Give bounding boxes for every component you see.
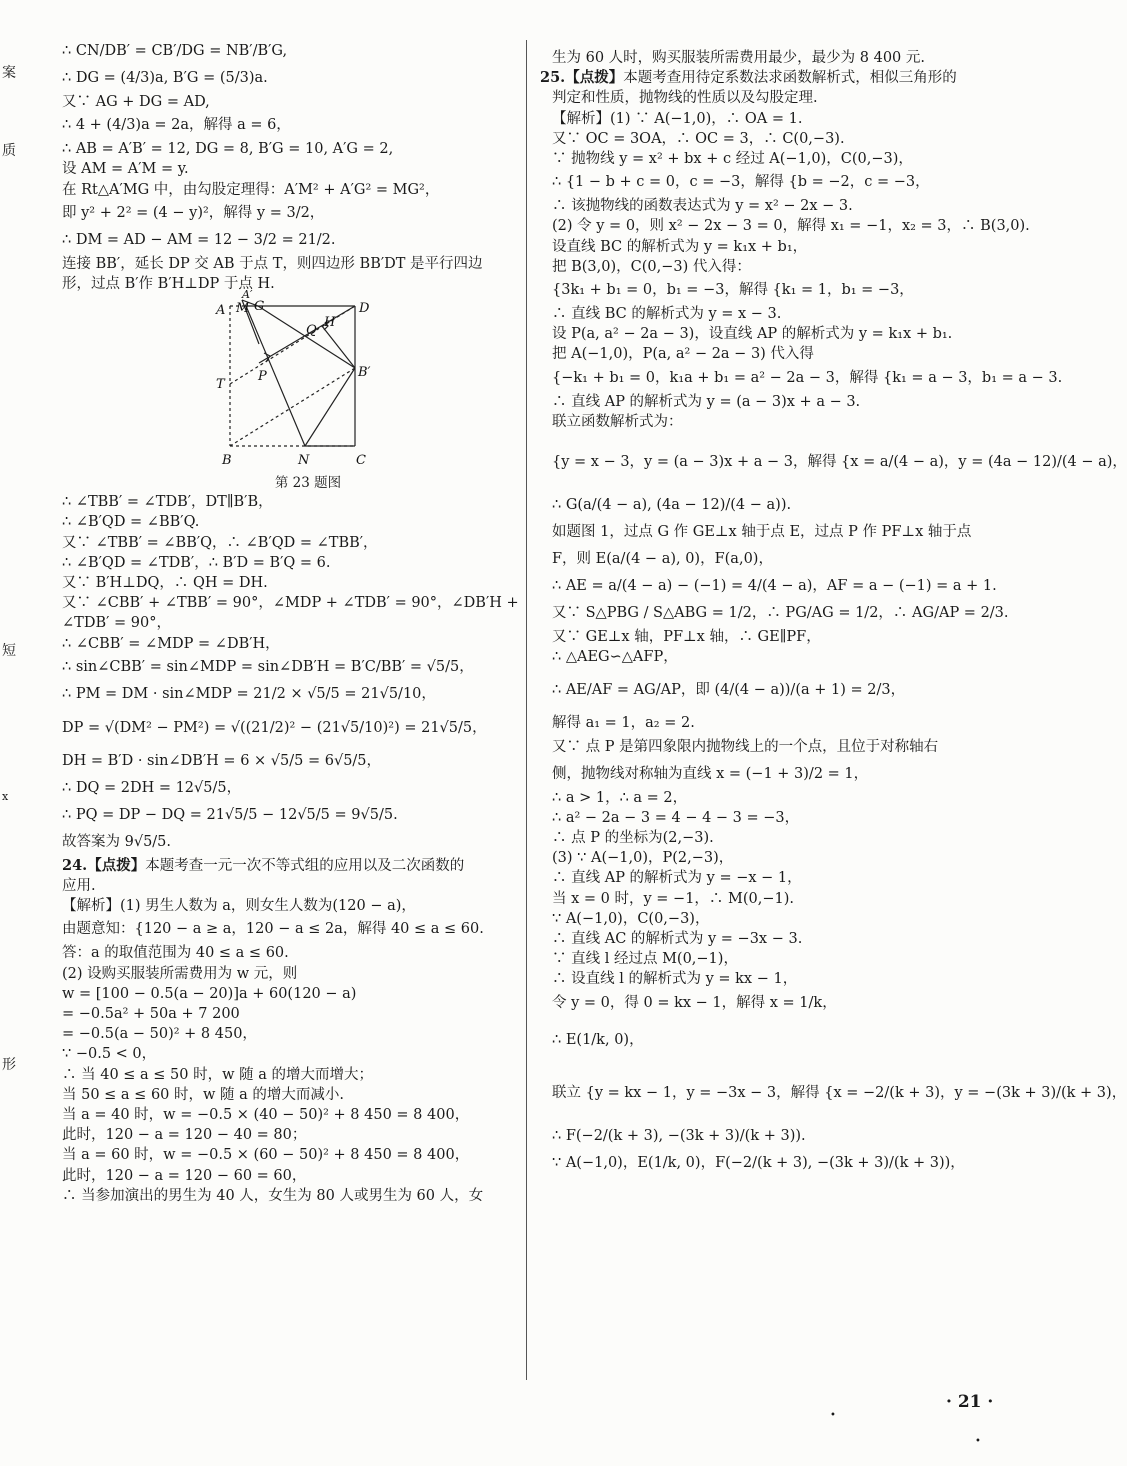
scan-speck: • [830,1410,836,1421]
solution-line: 设 AM = A′M = y. [62,161,189,178]
solution-line: 又∵ B′H⊥DQ，∴ QH = DH. [62,575,268,592]
label-G: G [254,299,265,315]
solution-line: ∴ ∠TBB′ = ∠TDB′，DT∥B′B， [62,494,273,511]
label-D: D [359,301,370,317]
solution-line: ∴ sin∠CBB′ = sin∠MDP = sin∠DB′H = B′C/BB′ = √5/5， [62,658,474,675]
solution-line: ∴ AB = A′B′ = 12, DG = 8, B′G = 10, A′G = 2, [62,141,394,158]
label-B-prime: B′ [358,365,371,381]
q25-line: ∴ 直线 AP 的解析式为 y = (a − 3)x + a − 3. [552,393,861,410]
label-C: C [356,453,366,469]
q24-line: 答：a 的取值范围为 40 ≤ a ≤ 60. [62,945,289,962]
q25-number: 25. [540,69,566,87]
label-Q: Q [306,323,317,339]
q25-line: 又∵ S△PBG / S△ABG = 1/2，∴ PG/AG = 1/2，∴ AG/AP = 2/3. [552,605,1009,622]
q25-line: {y = x − 3，y = (a − 3)x + a − 3，解得 {x = a/(4 − a)，y = (4a − 12)/(4 − a)， [552,454,1127,471]
q25-line: ∴ 设直线 l 的解析式为 y = kx − 1， [552,971,798,988]
q24-number: 24. [62,856,88,874]
solution-line: 形，过点 B′作 B′H⊥DP 于点 H. [62,276,275,293]
q25-line: ∴ a > 1，∴ a = 2， [552,789,688,806]
q24-line: = −0.5a² + 50a + 7 200 [62,1006,240,1023]
q24-line: 【解析】(1) 男生人数为 a，则女生人数为(120 − a)， [62,898,416,915]
label-B: B [222,453,232,469]
q25-line: F，则 E(a/(4 − a), 0)，F(a,0)， [552,551,773,568]
column-divider [526,40,527,1380]
solution-line: 又∵ ∠TBB′ = ∠BB′Q，∴ ∠B′QD = ∠TBB′， [62,534,378,551]
solution-line: ∴ DM = AD − AM = 12 − 3/2 = 21/2. [62,231,336,248]
q25-line: ∵ 直线 l 经过点 M(0,−1)， [552,951,738,968]
q25-line: 设直线 BC 的解析式为 y = k₁x + b₁， [552,238,808,255]
figure-caption: 第 23 题图 [274,475,342,492]
q25-line: 【解析】(1) ∵ A(−1,0)，∴ OA = 1. [552,110,803,127]
margin-char: 形 [2,1057,16,1073]
q25-heading [540,68,1010,88]
q25-line: ∴ 直线 BC 的解析式为 y = x − 3. [552,306,782,323]
q25-line: ∴ 直线 AC 的解析式为 y = −3x − 3. [552,931,803,948]
right-column [540,48,1127,1177]
q25-line: ∴ 点 P 的坐标为(2,−3). [552,830,714,847]
q24-line: 当 a = 40 时，w = −0.5 × (40 − 50)² + 8 450 = 8 400， [62,1107,470,1124]
q24-line: 此时，120 − a = 120 − 60 = 60， [62,1167,307,1184]
q25-line: 联立 {y = kx − 1，y = −3x − 3，解得 {x = −2/(k + 3)，y = −(3k + 3)/(k + 3)， [552,1084,1127,1101]
label-A: A [216,303,226,319]
q24-continued: 生为 60 人时，购买服装所需费用最少，最少为 8 400 元. [552,50,926,66]
solution-line: 故答案为 9√5/5. [62,833,172,850]
q25-line: ∴ 该抛物线的函数表达式为 y = x² − 2x − 3. [552,198,853,215]
q24-line: 当 a = 60 时，w = −0.5 × (60 − 50)² + 8 450 = 8 400， [62,1147,470,1164]
q24-intro-2: 应用. [62,878,96,895]
q24-line: w = [100 − 0.5(a − 20)]a + 60(120 − a) [62,985,357,1002]
page-number: · 21 · [946,1392,994,1412]
solution-line: 连接 BB′，延长 DP 交 AB 于点 T，则四边形 BB′DT 是平行四边 [62,255,483,272]
solution-line: ∠TDB′ = 90°， [62,615,171,632]
q25-line: ∵ 抛物线 y = x² + bx + c 经过 A(−1,0)，C(0,−3)， [552,151,913,168]
solution-line: 即 y² + 2² = (4 − y)²，解得 y = 3/2， [62,204,325,221]
q25-line: {3k₁ + b₁ = 0，b₁ = −3，解得 {k₁ = 1，b₁ = −3， [552,282,914,299]
label-M: M [236,301,250,317]
q25-line: 把 B(3,0)，C(0,−3) 代入得： [552,258,751,275]
solution-line: ∴ CN/DB′ = CB′/DG = NB′/B′G, [62,43,288,59]
q24-line: ∵ −0.5 < 0， [62,1046,157,1063]
scan-speck: • [975,1436,981,1447]
figure-23-svg [212,288,442,474]
solution-line: ∴ PM = DM · sin∠MDP = 21/2 × √5/5 = 21√5/10， [62,685,436,702]
q24-tag: 【点拨】 [87,856,146,874]
q25-line: {−k₁ + b₁ = 0，k₁a + b₁ = a² − 2a − 3，解得 {k₁ = a − 3，b₁ = a − 3. [552,369,1063,386]
q24-heading [62,856,514,876]
q24-line: 当 50 ≤ a ≤ 60 时，w 随 a 的增大而减小. [62,1086,344,1103]
solution-line: ∴ DG = (4/3)a, B′G = (5/3)a. [62,70,268,86]
margin-char: 短 [2,643,16,659]
q24-line: = −0.5(a − 50)² + 8 450， [62,1026,257,1043]
solution-line: DH = B′D · sin∠DB′H = 6 × √5/5 = 6√5/5， [62,752,382,769]
margin-char: 案 [2,65,16,81]
q25-line: 又∵ OC = 3OA，∴ OC = 3，∴ C(0,−3). [552,130,845,147]
q25-line: (2) 令 y = 0，则 x² − 2x − 3 = 0，解得 x₁ = −1，x₂ = 3，∴ B(3,0). [552,218,1030,235]
label-T: T [216,377,225,393]
solution-line: 在 Rt△A′MG 中，由勾股定理得：A′M² + A′G² = MG²， [62,181,440,198]
q25-line: 如题图 1，过点 G 作 GE⊥x 轴于点 E，过点 P 作 PF⊥x 轴于点 [552,524,972,541]
label-A-prime: A′ [242,288,253,302]
q25-intro: 本题考查用待定系数法求函数解析式，相似三角形的 [623,70,957,87]
q24-line: 由题意知：{120 − a ≥ a，120 − a ≤ 2a，解得 40 ≤ a ≤ 60. [62,921,484,938]
q25-line: ∵ A(−1,0)，E(1/k, 0)，F(−2/(k + 3), −(3k + 3)/(k + 3))， [552,1154,965,1171]
solution-line: ∴ PQ = DP − DQ = 21√5/5 − 12√5/5 = 9√5/5. [62,806,398,823]
q25-line: 又∵ GE⊥x 轴，PF⊥x 轴，∴ GE∥PF， [552,629,821,646]
q25-line: 令 y = 0，得 0 = kx − 1，解得 x = 1/k， [552,994,837,1011]
solution-line: 又∵ AG + DG = AD, [62,94,210,110]
margin-char: x [2,790,9,803]
q24-intro: 本题考查一元一次不等式组的应用以及二次函数的 [145,857,465,874]
q25-line: ∴ AE = a/(4 − a) − (−1) = 4/(4 − a)，AF = a − (−1) = a + 1. [552,578,997,595]
q25-line: ∴ △AEG∽△AFP， [552,649,678,666]
q25-line: 解得 a₁ = 1，a₂ = 2. [552,715,695,732]
q25-line: 又∵ 点 P 是第四象限内抛物线上的一个点，且位于对称轴右 [552,738,939,755]
q25-line: ∴ G(a/(4 − a), (4a − 12)/(4 − a)). [552,497,792,514]
q25-line: ∵ A(−1,0)，C(0,−3)， [552,910,710,927]
solution-line: ∴ ∠B′QD = ∠TDB′，∴ B′D = B′Q = 6. [62,554,331,571]
q25-line: ∴ {1 − b + c = 0，c = −3，解得 {b = −2，c = −3， [552,174,930,191]
solution-line: ∴ 4 + (4/3)a = 2a，解得 a = 6， [62,117,291,134]
solution-line: ∴ ∠B′QD = ∠BB′Q. [62,514,200,531]
q25-line: ∴ 直线 AP 的解析式为 y = −x − 1， [552,870,802,887]
margin-char: 质 [2,143,16,159]
label-P: P [258,369,267,385]
q25-line: 设 P(a, a² − 2a − 3)，设直线 AP 的解析式为 y = k₁x + b₁. [552,326,953,343]
q25-line: 侧，抛物线对称轴为直线 x = (−1 + 3)/2 = 1， [552,765,869,782]
q24-line: (2) 设购买服装所需费用为 w 元，则 [62,965,298,982]
q25-line: (3) ∵ A(−1,0)，P(2,−3)， [552,850,734,867]
q25-line: ∴ a² − 2a − 3 = 4 − 4 − 3 = −3， [552,809,800,826]
binding-margin [0,0,22,1466]
solution-line: DP = √(DM² − PM²) = √((21/2)² − (21√5/10)²) = 21√5/5， [62,719,487,736]
solution-line: ∴ ∠CBB′ = ∠MDP = ∠DB′H， [62,635,280,652]
geometry-figure [62,288,514,474]
q25-line: ∴ F(−2/(k + 3), −(3k + 3)/(k + 3)). [552,1127,806,1144]
q24-line: ∴ 当参加演出的男生为 40 人，女生为 80 人或男生为 60 人，女 [62,1187,484,1204]
solution-line: 又∵ ∠CBB′ + ∠TBB′ = 90°，∠MDP + ∠TDB′ = 90°，∠DB′H + [62,595,519,612]
q25-line: 当 x = 0 时，y = −1，∴ M(0,−1). [552,890,795,907]
q25-intro-2: 判定和性质，抛物线的性质以及勾股定理. [552,90,818,107]
solution-line: ∴ DQ = 2DH = 12√5/5， [62,779,242,796]
q24-line: ∴ 当 40 ≤ a ≤ 50 时，w 随 a 的增大而增大； [62,1066,373,1083]
q25-tag: 【点拨】 [565,69,624,87]
q25-line: 把 A(−1,0)，P(a, a² − 2a − 3) 代入得 [552,346,814,363]
q25-line: 联立函数解析式为： [552,413,683,430]
label-N: N [298,453,310,469]
q25-line: ∴ E(1/k, 0)， [552,1031,644,1048]
left-column [62,38,519,1206]
q24-line: 此时，120 − a = 120 − 40 = 80； [62,1127,307,1144]
q25-line: ∴ AE/AF = AG/AP，即 (4/(4 − a))/(a + 1) = 2/3， [552,682,906,699]
label-H: H [324,315,336,331]
